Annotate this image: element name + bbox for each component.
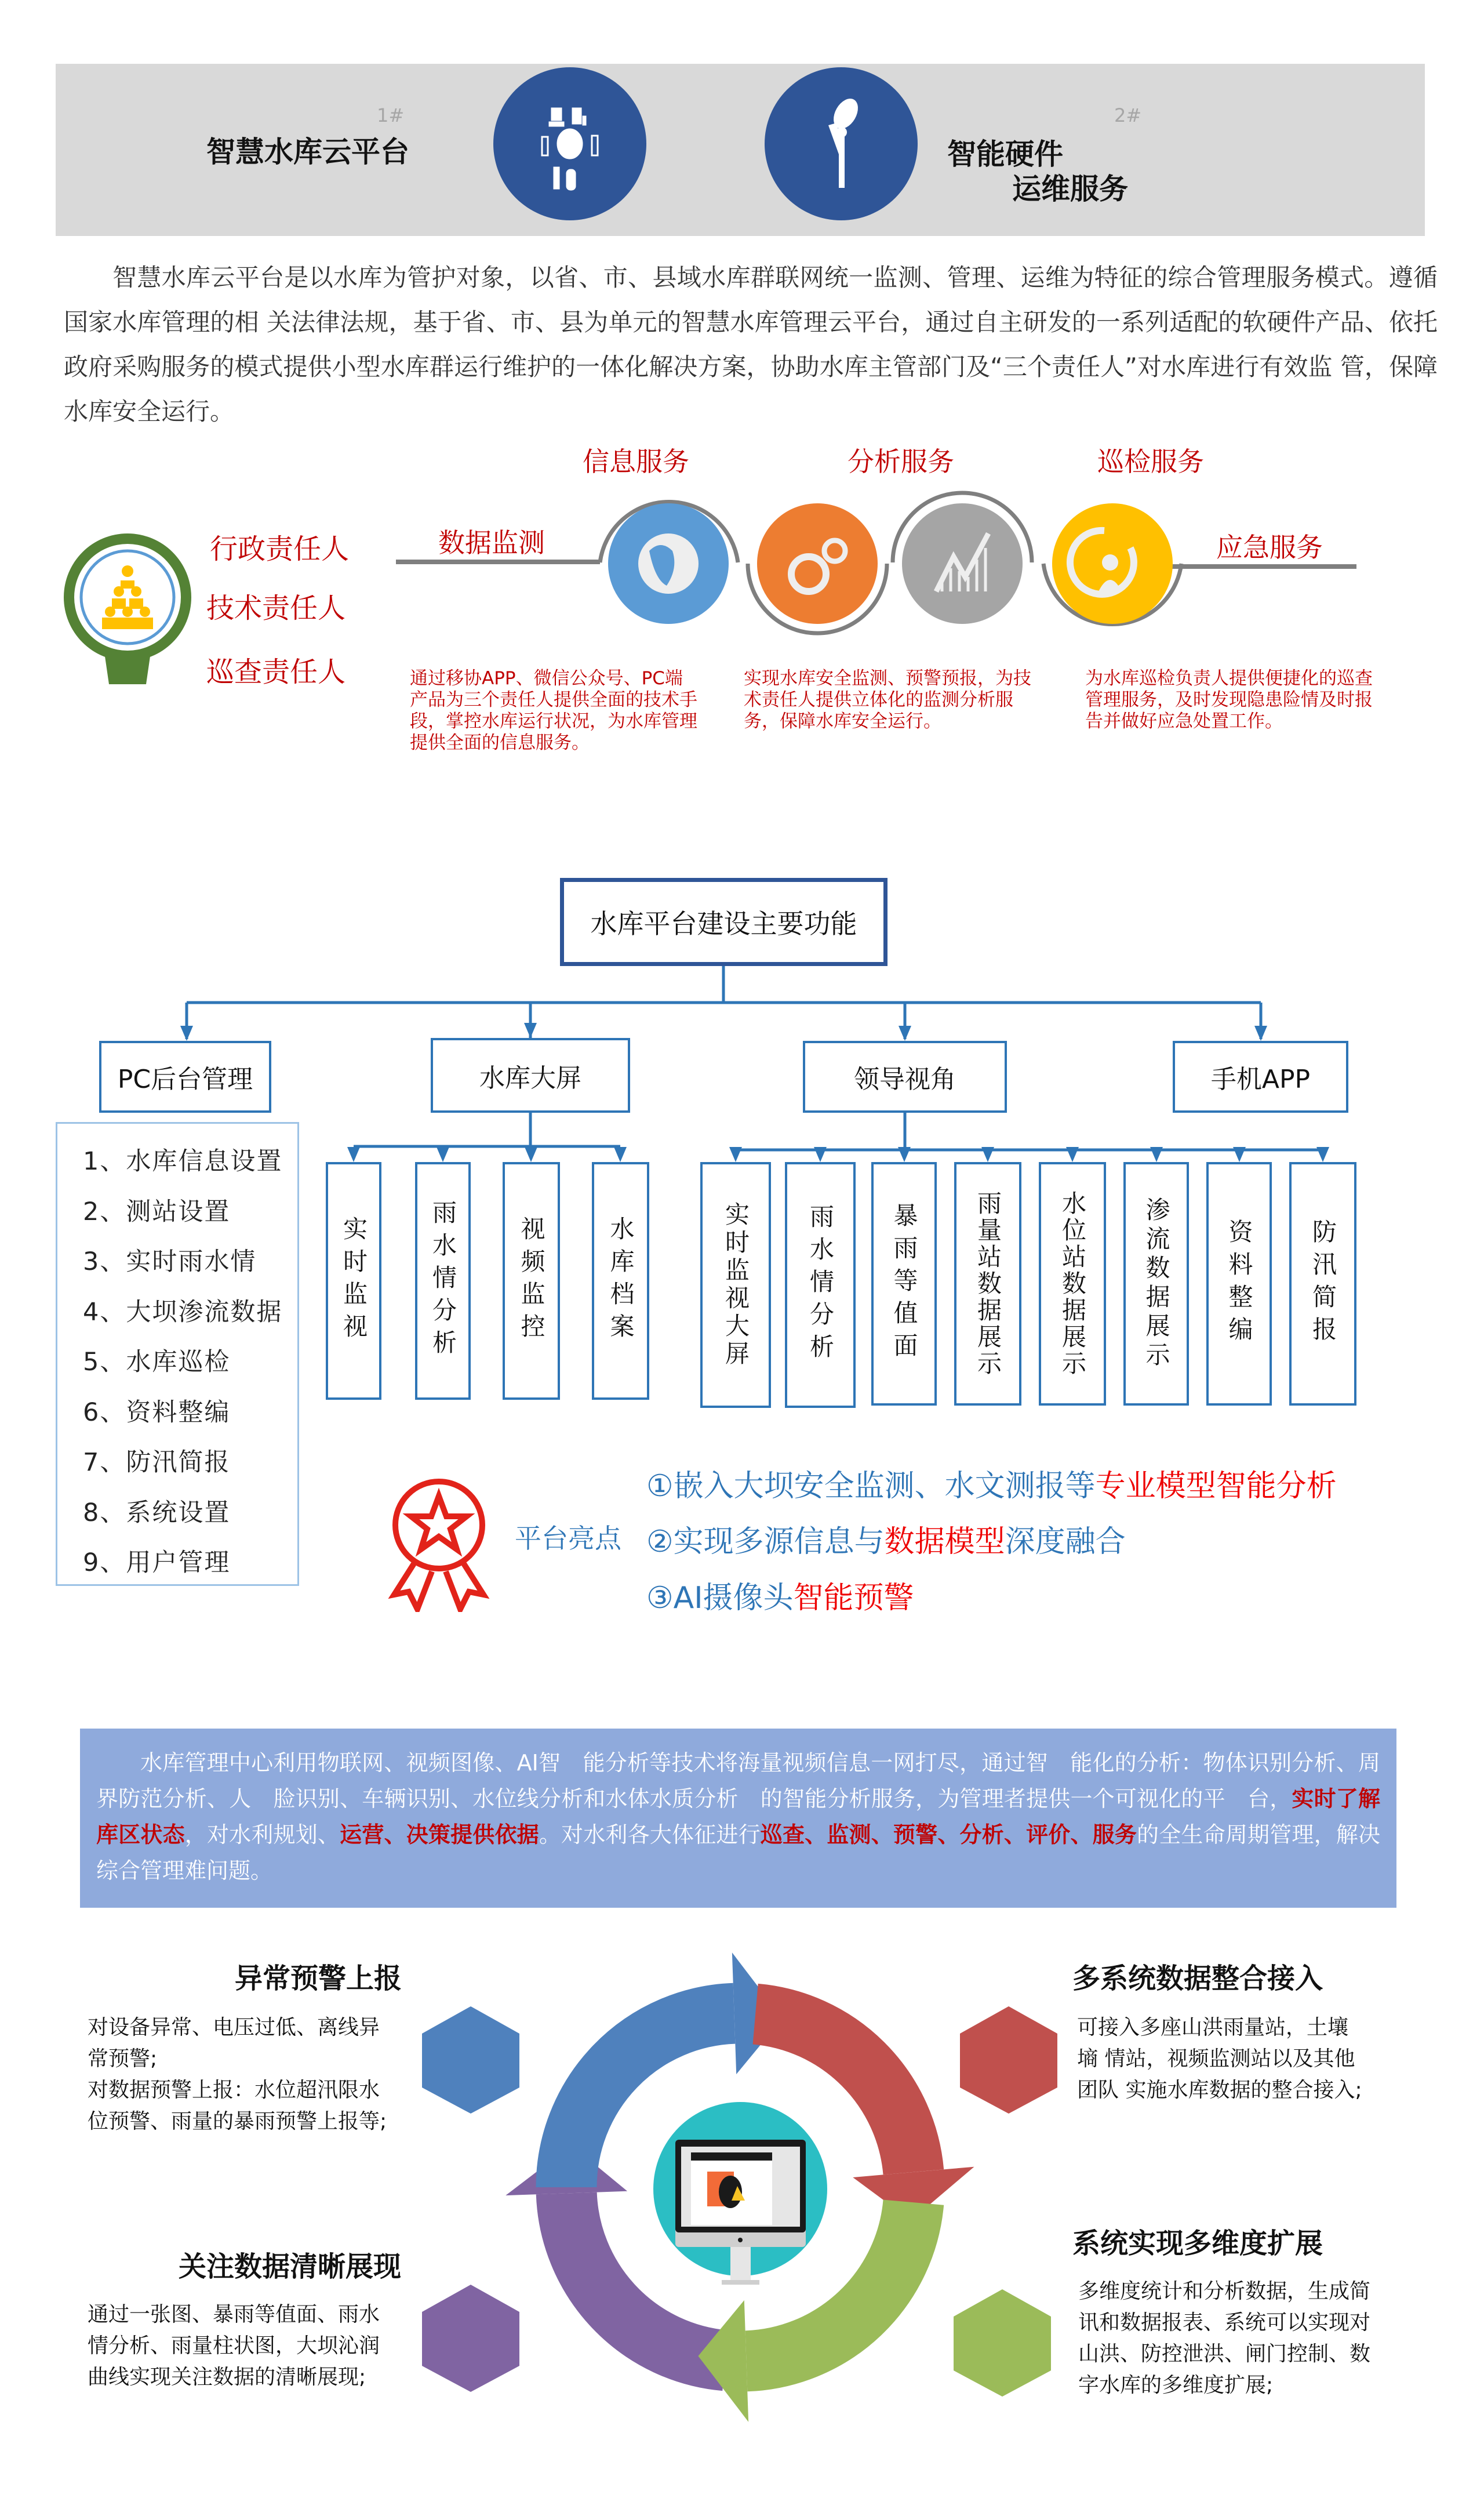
arrow-down-icon — [614, 1147, 627, 1162]
hexagon-purple — [422, 2285, 519, 2392]
arrow-down-icon — [1150, 1147, 1163, 1162]
highlight-1 — [646, 1461, 1337, 1505]
list-item: 1、水库信息设置 — [83, 1147, 283, 1176]
arrow-down-icon — [525, 1147, 537, 1162]
intro-paragraph: 智慧水库云平台是以水库为管护对象，以省、市、县域水库群联网统一监测、管理、运维为特征的综合管理服务模式。遵循国家水库管理的相 关法律法规，基于省、市、县为单元的智慧水库管理云平台，通过自主研发的一系列适配的软硬件产品、依托政府采购服务的模式提供小型水库群运行维护的一体化解决方案，协助水库主管部门及“三个责任人”对水库进行有效监 管，保障水库安全运行。 — [64, 263, 1438, 426]
list-item: 7、防汛简报 — [83, 1448, 231, 1477]
desc-line: 位预警、雨量的暴雨预警上报等; — [88, 2110, 387, 2133]
desc-line: 对数据预警上报：水位超汛限水 — [88, 2078, 380, 2102]
arrow-down-icon — [898, 1147, 911, 1162]
summary-text: 。对水利各大体征进行 — [539, 1822, 761, 1847]
summary-box — [80, 1729, 1396, 1908]
item-number: 2# — [1114, 104, 1142, 126]
feature-title: 多系统数据整合接入 — [1072, 1962, 1323, 1995]
pc-admin-list — [56, 1122, 299, 1586]
hexagon-red — [960, 2006, 1057, 2114]
arrow-down-icon — [899, 1026, 911, 1041]
feature-desc — [1077, 2012, 1402, 2106]
arrow-down-icon — [347, 1147, 360, 1162]
desc-line: 字水库的多维度扩展; — [1078, 2373, 1274, 2397]
cycle-arrow-green-head — [698, 2300, 748, 2422]
list-item: 2、测站设置 — [83, 1197, 231, 1226]
list-item: 9、用户管理 — [83, 1548, 231, 1577]
screen-item: 水库档案 — [592, 1162, 649, 1400]
list-item: 4、大坝渗流数据 — [83, 1297, 283, 1327]
highlight-emphasis: 专业模型智能分析 — [1095, 1469, 1337, 1504]
hardware-title-line1: 智能硬件 — [947, 137, 1063, 171]
hexagon-green — [954, 2289, 1051, 2397]
arrow-down-icon — [1066, 1147, 1079, 1162]
arrow-down-icon — [981, 1147, 994, 1162]
branch-big-screen: 水库大屏 — [431, 1038, 630, 1113]
item-number: 1# — [377, 104, 405, 126]
leader-item: 资料整编 — [1206, 1162, 1272, 1406]
arrow-down-icon — [1233, 1147, 1246, 1162]
summary-text: 水库管理中心利用物联网、视频图像、AI智 能分析等技术将海量视频信息一网打尽，通过智 能化的分析：物体识别分析、周界防范分析、人 脸识别、车辆识别、水位线分析和水体水质分析 的智能分析服务，为管理者提供一个可视化的平 台， — [96, 1750, 1380, 1811]
feature-title: 异常预警上报 — [235, 1962, 402, 1995]
desc-line: 常预警; — [88, 2047, 158, 2071]
award-ribbon-icon — [383, 1473, 499, 1612]
feature-title: 系统实现多维度扩展 — [1072, 2227, 1323, 2260]
desc-line: 情分析、雨量柱状图，大坝沁润 — [88, 2334, 380, 2358]
summary-emphasis: 实时了解库区状态 — [96, 1786, 1380, 1847]
highlight-3 — [646, 1573, 914, 1617]
leader-item: 防汛简报 — [1289, 1162, 1356, 1406]
desc-line: 可接入多座山洪雨量站，土壤 — [1077, 2016, 1349, 2039]
leader-item: 渗流数据展示 — [1123, 1162, 1189, 1406]
leader-item: 暴雨等值面 — [871, 1162, 937, 1406]
desc-line: 多维度统计和分析数据，生成简 — [1078, 2279, 1371, 2303]
list-item: 5、水库巡检 — [83, 1348, 231, 1377]
data-monitor-label: 数据监测 — [438, 527, 545, 558]
arrow-down-icon — [437, 1147, 449, 1162]
org-root: 水库平台建设主要功能 — [560, 878, 888, 966]
branch-pc-admin: PC后台管理 — [99, 1041, 271, 1113]
summary-emphasis: 巡查、监测、预警、分析、评价、服务 — [760, 1822, 1137, 1847]
desc-line: 讯和数据报表、系统可以实现对 — [1078, 2311, 1371, 2335]
highlight-2 — [646, 1517, 1126, 1560]
service-analysis: 分析服务 — [848, 446, 954, 477]
feature-title: 关注数据清晰展现 — [179, 2250, 402, 2283]
list-item: 6、资料整编 — [83, 1397, 231, 1427]
service-analysis-desc: 实现水库安全监测、预警预报，为技术责任人提供立体化的监测分析服务，保障水库安全运行。 — [744, 668, 1031, 732]
service-inspection: 巡检服务 — [1097, 446, 1204, 477]
platform-title: 智慧水库云平台 — [206, 135, 409, 169]
feature-desc — [1078, 2276, 1403, 2401]
arrow-down-icon — [524, 1023, 537, 1038]
arrow-down-icon — [814, 1147, 827, 1162]
arrow-down-icon — [1316, 1147, 1329, 1162]
desc-line: 墒 情站，视频监测站以及其他 — [1077, 2047, 1355, 2071]
service-info: 信息服务 — [583, 446, 689, 477]
leader-item: 雨水情分析 — [785, 1162, 856, 1408]
summary-emphasis: 运营、决策提供依据 — [340, 1822, 539, 1847]
cycle-diagram — [0, 1914, 1484, 2505]
highlight-text: ①嵌入大坝安全监测、水文测报等 — [646, 1469, 1096, 1504]
summary-text: ，对水利规划、 — [184, 1822, 340, 1847]
role-inspection: 巡查责任人 — [206, 656, 346, 688]
feature-desc — [88, 2299, 412, 2393]
screen-item: 雨水情分析 — [415, 1162, 471, 1400]
hardware-title-line2: 运维服务 — [1012, 172, 1128, 206]
service-inspection-desc: 为水库巡检负责人提供便捷化的巡查管理服务，及时发现隐患险情及时报告并做好应急处置工作。 — [1085, 668, 1373, 732]
list-item: 8、系统设置 — [83, 1498, 231, 1527]
desc-line: 团队 实施水库数据的整合接入; — [1077, 2078, 1362, 2102]
leader-item: 实时监视大屏 — [700, 1162, 771, 1408]
highlights-label: 平台亮点 — [515, 1523, 621, 1554]
screen-item: 视频监控 — [503, 1162, 560, 1400]
screen-item: 实时监视 — [326, 1162, 381, 1400]
branch-leader-view: 领导视角 — [803, 1041, 1007, 1113]
role-technical: 技术责任人 — [206, 592, 346, 625]
highlight-text: ②实现多源信息与 — [646, 1524, 885, 1559]
highlight-emphasis: 智能预警 — [793, 1581, 914, 1615]
desc-line: 对设备异常、电压过低、离线异 — [88, 2016, 380, 2039]
feature-desc — [88, 2012, 412, 2137]
list-item: 3、实时雨水情 — [83, 1247, 257, 1276]
service-emergency: 应急服务 — [1216, 532, 1323, 563]
desc-line: 通过一张图、暴雨等值面、雨水 — [88, 2303, 380, 2326]
arrow-down-icon — [180, 1026, 193, 1041]
branch-mobile-app: 手机APP — [1173, 1041, 1348, 1113]
highlight-emphasis: 数据模型 — [884, 1524, 1005, 1559]
highlight-text: ③AI摄像头 — [646, 1581, 794, 1615]
desc-line: 山洪、防控泄洪、闸门控制、数 — [1078, 2342, 1371, 2366]
highlight-text: 深度融合 — [1005, 1524, 1126, 1559]
leader-item: 水位站数据展示 — [1039, 1162, 1106, 1406]
hexagon-blue — [422, 2006, 519, 2114]
arrow-down-icon — [729, 1147, 742, 1162]
arrow-down-icon — [1254, 1026, 1267, 1041]
service-info-desc: 通过移协APP、微信公众号、PC端产品为三个责任人提供全面的技术手段，掌控水库运行状况，为水库管理提供全面的信息服务。 — [410, 668, 697, 753]
role-admin: 行政责任人 — [210, 533, 350, 565]
summary-text: 的全生命周期管理，解决综合管理难问题。 — [96, 1822, 1380, 1883]
desc-line: 曲线实现关注数据的清晰展现; — [88, 2365, 366, 2389]
leader-item: 雨量站数据展示 — [954, 1162, 1021, 1406]
